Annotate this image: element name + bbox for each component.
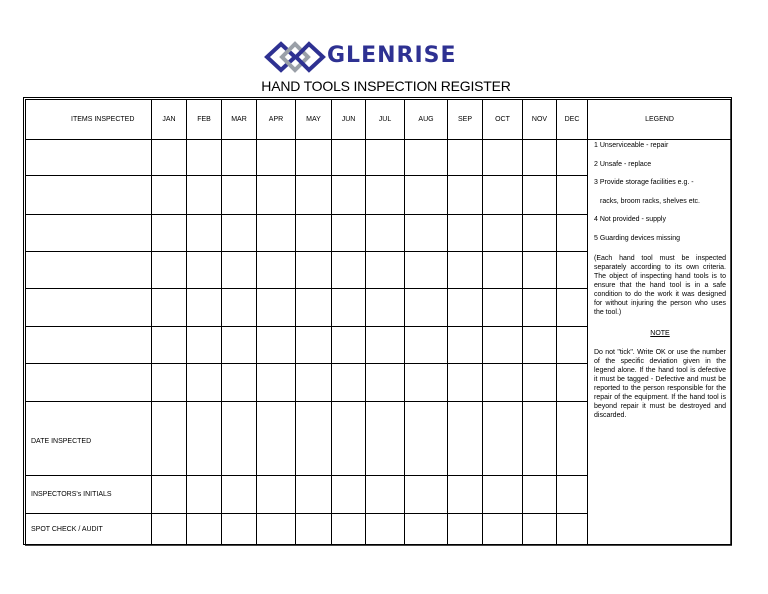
- entry-cell[interactable]: [222, 215, 257, 252]
- entry-cell[interactable]: [557, 327, 588, 364]
- entry-cell[interactable]: [483, 476, 523, 514]
- entry-cell[interactable]: [187, 402, 222, 476]
- entry-cell[interactable]: [448, 140, 483, 176]
- table-row: [26, 140, 732, 176]
- company-logo: [264, 38, 508, 76]
- item-cell[interactable]: [26, 327, 152, 364]
- entry-cell[interactable]: [366, 140, 405, 176]
- entry-cell[interactable]: [557, 476, 588, 514]
- entry-cell[interactable]: [332, 289, 366, 327]
- note-text: Do not "tick". Write OK or use the number of the specific deviation given in the legend alone. If the hand tool is defective it must be tagged - Defective and must be reported to the person responsible for the repair of the equipment. If the hand tool is beyond repair it must be destroyed and discarded.: [594, 348, 726, 419]
- entry-cell[interactable]: [366, 364, 405, 402]
- entry-cell[interactable]: [187, 514, 222, 545]
- entry-cell[interactable]: [296, 514, 332, 545]
- entry-cell[interactable]: [152, 514, 187, 545]
- entry-cell[interactable]: [523, 327, 557, 364]
- entry-cell[interactable]: [483, 215, 523, 252]
- entry-cell[interactable]: [405, 402, 448, 476]
- item-cell[interactable]: [26, 364, 152, 402]
- entry-cell[interactable]: [332, 402, 366, 476]
- entry-cell[interactable]: [332, 215, 366, 252]
- entry-cell[interactable]: [152, 327, 187, 364]
- entry-cell[interactable]: [557, 176, 588, 215]
- entry-cell[interactable]: [187, 476, 222, 514]
- entry-cell[interactable]: [222, 252, 257, 289]
- header-row: [26, 100, 732, 140]
- entry-cell[interactable]: [405, 252, 448, 289]
- month-header: APR: [257, 100, 296, 140]
- inspection-table: [25, 99, 732, 545]
- entry-cell[interactable]: [222, 364, 257, 402]
- entry-cell[interactable]: [332, 252, 366, 289]
- month-header: SEP: [448, 100, 483, 140]
- entry-cell[interactable]: [296, 327, 332, 364]
- entry-cell[interactable]: [257, 176, 296, 215]
- month-header: DEC: [557, 100, 588, 140]
- entry-cell[interactable]: [296, 476, 332, 514]
- entry-cell[interactable]: [523, 176, 557, 215]
- entry-cell[interactable]: [483, 364, 523, 402]
- entry-cell[interactable]: [222, 289, 257, 327]
- entry-cell[interactable]: [483, 327, 523, 364]
- entry-cell[interactable]: [557, 252, 588, 289]
- month-header: NOV: [523, 100, 557, 140]
- legend-item-3: 3 Provide storage facilities e.g. -: [594, 179, 694, 187]
- entry-cell[interactable]: [405, 176, 448, 215]
- entry-cell[interactable]: [187, 364, 222, 402]
- entry-cell[interactable]: [523, 252, 557, 289]
- entry-cell[interactable]: [257, 364, 296, 402]
- entry-cell[interactable]: [222, 476, 257, 514]
- entry-cell[interactable]: [405, 364, 448, 402]
- inspectors-initials-label: INSPECTORS's INITIALS: [26, 476, 152, 514]
- entry-cell[interactable]: [483, 289, 523, 327]
- entry-cell[interactable]: [296, 215, 332, 252]
- item-cell[interactable]: [26, 176, 152, 215]
- legend-item-4: 4 Not provided - supply: [594, 216, 666, 224]
- entry-cell[interactable]: [152, 176, 187, 215]
- entry-cell[interactable]: [557, 514, 588, 545]
- month-header: FEB: [187, 100, 222, 140]
- entry-cell[interactable]: [332, 514, 366, 545]
- item-cell[interactable]: [26, 289, 152, 327]
- entry-cell[interactable]: [222, 176, 257, 215]
- month-header: MAR: [222, 100, 257, 140]
- entry-cell[interactable]: [448, 402, 483, 476]
- entry-cell[interactable]: [257, 252, 296, 289]
- entry-cell[interactable]: [222, 514, 257, 545]
- spot-check-label: SPOT CHECK / AUDIT: [26, 514, 152, 545]
- entry-cell[interactable]: [448, 364, 483, 402]
- entry-cell[interactable]: [187, 215, 222, 252]
- entry-cell[interactable]: [483, 176, 523, 215]
- entry-cell[interactable]: [557, 215, 588, 252]
- entry-cell[interactable]: [448, 476, 483, 514]
- entry-cell[interactable]: [557, 289, 588, 327]
- entry-cell[interactable]: [448, 176, 483, 215]
- entry-cell[interactable]: [448, 215, 483, 252]
- month-header: JUL: [366, 100, 405, 140]
- entry-cell[interactable]: [222, 402, 257, 476]
- entry-cell[interactable]: [187, 327, 222, 364]
- legend-item-3-detail: racks, broom racks, shelves etc.: [600, 197, 700, 205]
- entry-cell[interactable]: [523, 140, 557, 176]
- month-header: AUG: [405, 100, 448, 140]
- entry-cell[interactable]: [366, 514, 405, 545]
- entry-cell[interactable]: [366, 476, 405, 514]
- entry-cell[interactable]: [222, 327, 257, 364]
- entry-cell[interactable]: [187, 289, 222, 327]
- legend-paragraph: (Each hand tool must be inspected separately according to its own criteria. The object of inspecting hand tools is to ensure that the hand tool is in a safe condition to do the work it was designed for without injuring the person who uses the tool.): [594, 254, 726, 316]
- diamond-logo-icon: [264, 38, 326, 76]
- entry-cell[interactable]: [366, 176, 405, 215]
- item-cell[interactable]: [26, 215, 152, 252]
- entry-cell[interactable]: [332, 327, 366, 364]
- item-cell[interactable]: [26, 140, 152, 176]
- legend-item-1: 1 Unserviceable - repair: [594, 142, 669, 149]
- entry-cell[interactable]: [523, 215, 557, 252]
- entry-cell[interactable]: [332, 364, 366, 402]
- entry-cell[interactable]: [152, 252, 187, 289]
- entry-cell[interactable]: [296, 289, 332, 327]
- entry-cell[interactable]: [366, 402, 405, 476]
- entry-cell[interactable]: [257, 476, 296, 514]
- entry-cell[interactable]: [405, 215, 448, 252]
- entry-cell[interactable]: [187, 252, 222, 289]
- entry-cell[interactable]: [557, 140, 588, 176]
- entry-cell[interactable]: [296, 402, 332, 476]
- entry-cell[interactable]: [332, 476, 366, 514]
- item-cell[interactable]: [26, 252, 152, 289]
- entry-cell[interactable]: [483, 514, 523, 545]
- entry-cell[interactable]: [222, 140, 257, 176]
- entry-cell[interactable]: [257, 327, 296, 364]
- entry-cell[interactable]: [483, 252, 523, 289]
- entry-cell[interactable]: [557, 364, 588, 402]
- entry-cell[interactable]: [332, 140, 366, 176]
- page-title: HAND TOOLS INSPECTION REGISTER: [261, 78, 511, 94]
- entry-cell[interactable]: [405, 140, 448, 176]
- entry-cell[interactable]: [296, 364, 332, 402]
- entry-cell[interactable]: [187, 140, 222, 176]
- legend-item-5: 5 Guarding devices missing: [594, 234, 680, 242]
- entry-cell[interactable]: [187, 176, 222, 215]
- entry-cell[interactable]: [483, 140, 523, 176]
- legend-header: LEGEND: [588, 100, 732, 140]
- legend-panel: [588, 140, 732, 545]
- entry-cell[interactable]: [296, 252, 332, 289]
- entry-cell[interactable]: [366, 252, 405, 289]
- entry-cell[interactable]: [366, 289, 405, 327]
- entry-cell[interactable]: [152, 140, 187, 176]
- entry-cell[interactable]: [366, 215, 405, 252]
- entry-cell[interactable]: [557, 402, 588, 476]
- entry-cell[interactable]: [152, 402, 187, 476]
- entry-cell[interactable]: [296, 176, 332, 215]
- entry-cell[interactable]: [152, 215, 187, 252]
- entry-cell[interactable]: [405, 289, 448, 327]
- entry-cell[interactable]: [448, 252, 483, 289]
- entry-cell[interactable]: [523, 514, 557, 545]
- entry-cell[interactable]: [152, 364, 187, 402]
- entry-cell[interactable]: [523, 289, 557, 327]
- entry-cell[interactable]: [405, 327, 448, 364]
- entry-cell[interactable]: [523, 402, 557, 476]
- note-heading: NOTE: [650, 329, 670, 337]
- entry-cell[interactable]: [448, 514, 483, 545]
- month-header: MAY: [296, 100, 332, 140]
- entry-cell[interactable]: [523, 364, 557, 402]
- entry-cell[interactable]: [483, 402, 523, 476]
- entry-cell[interactable]: [257, 289, 296, 327]
- month-header: JAN: [152, 100, 187, 140]
- entry-cell[interactable]: [448, 327, 483, 364]
- entry-cell[interactable]: [332, 176, 366, 215]
- company-name: GLENRISE: [327, 43, 457, 68]
- entry-cell[interactable]: [523, 476, 557, 514]
- entry-cell[interactable]: [257, 215, 296, 252]
- entry-cell[interactable]: [152, 476, 187, 514]
- entry-cell[interactable]: [152, 289, 187, 327]
- entry-cell[interactable]: [405, 514, 448, 545]
- legend-item-2: 2 Unsafe - replace: [594, 160, 652, 168]
- entry-cell[interactable]: [257, 514, 296, 545]
- entry-cell[interactable]: [257, 402, 296, 476]
- month-header: JUN: [332, 100, 366, 140]
- entry-cell[interactable]: [448, 289, 483, 327]
- items-inspected-header: ITEMS INSPECTED: [26, 100, 152, 140]
- month-header: OCT: [483, 100, 523, 140]
- entry-cell[interactable]: [405, 476, 448, 514]
- entry-cell[interactable]: [366, 327, 405, 364]
- date-inspected-label: DATE INSPECTED: [26, 402, 152, 476]
- entry-cell[interactable]: [257, 140, 296, 176]
- entry-cell[interactable]: [296, 140, 332, 176]
